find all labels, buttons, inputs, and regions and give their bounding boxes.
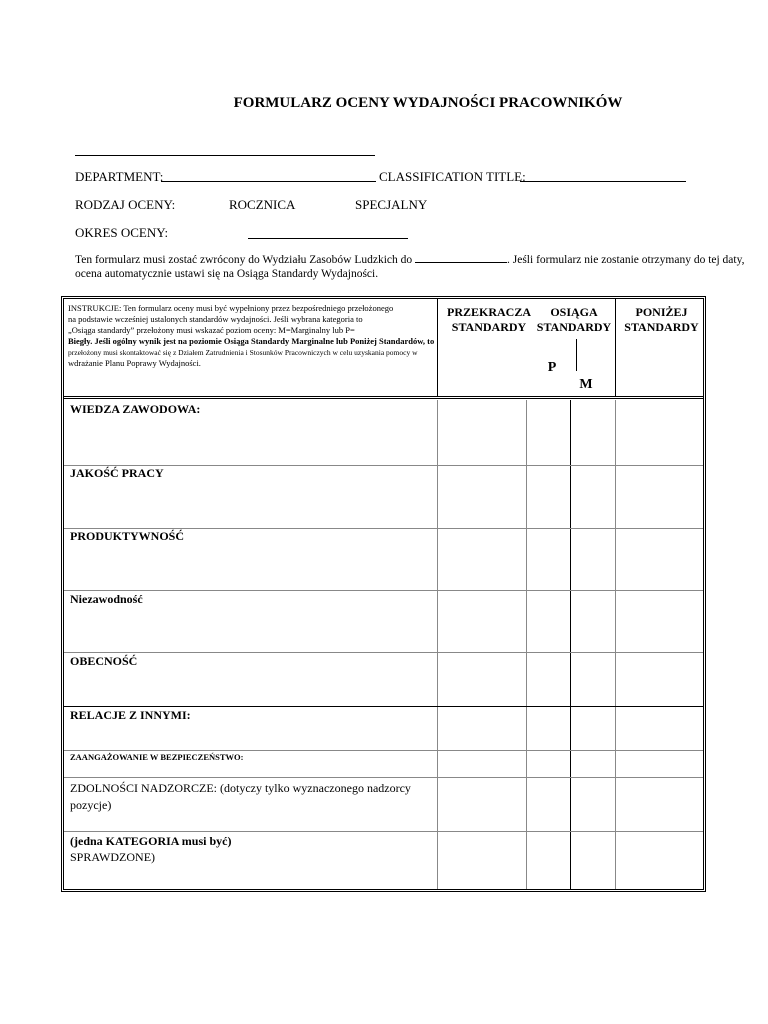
category-safety: ZAANGAŻOWANIE W BEZPIECZEŃSTWO: [70, 752, 244, 762]
form-title: FORMULARZ OCENY WYDAJNOŚCI PRACOWNIKÓW [233, 95, 623, 111]
instructions-line: „Osiąga standardy” przełożony musi wskazać poziom oceny: M=Marginalny lub P= [68, 325, 355, 335]
header-exceeds-line1: PRZEKRACZA [446, 305, 531, 319]
header-meets-line1: OSIĄGA [550, 305, 598, 319]
category-productivity: PRODUKTYWNOŚĆ [70, 529, 185, 543]
header-separator [64, 396, 703, 399]
instructions [68, 303, 440, 369]
header-below-line2: STANDARDY [624, 320, 699, 334]
category-reliability: Niezawodność [70, 592, 143, 606]
header-exceeds-line2: STANDARDY [451, 320, 527, 334]
department-field[interactable] [161, 181, 376, 182]
row-divider [64, 706, 703, 707]
rating-type-label: RODZAJ OCENY: [75, 197, 176, 212]
category-overall-line2: SPRAWDZONE) [70, 850, 156, 864]
header-p: P [547, 360, 557, 375]
instructions-line: przełożony musi skontaktować się z Działem Zatrudnienia i Stosunków Pracowniczych w celu uzyskania pomocy w [68, 348, 418, 357]
return-note-text-2: . Jeśli formularz nie zostanie otrzymany do tej daty, [507, 254, 745, 266]
row-divider [64, 777, 703, 778]
rating-option-special[interactable]: SPECJALNY [355, 197, 428, 212]
evaluation-table [61, 296, 706, 892]
category-job-knowledge: WIEDZA ZAWODOWA: [70, 402, 201, 416]
return-note-text-1: Ten formularz musi zostać zwrócony do Wydziału Zasobów Ludzkich do [75, 254, 413, 266]
return-note [75, 252, 755, 281]
category-overall [70, 833, 231, 865]
header-below-line1: PONIŻEJ [635, 305, 688, 319]
instructions-line: Biegły. Jeśli ogólny wynik jest na poziomie Osiąga Standardy Marginalne lub Poniżej Standardów, to [68, 336, 435, 346]
row-divider [64, 590, 703, 591]
category-work-quality: JAKOŚĆ PRACY [70, 466, 164, 480]
period-label: OKRES OCENY: [75, 225, 169, 240]
header-exceeds [444, 305, 534, 335]
column-divider [437, 400, 438, 889]
instructions-line: INSTRUKCJE: Ten formularz oceny musi być wypełniony przez bezpośredniego przełożonego [68, 303, 394, 313]
row-divider [64, 652, 703, 653]
classification-label: CLASSIFICATION TITLE: [379, 169, 526, 184]
rating-option-anniversary[interactable]: ROCZNICA [229, 197, 296, 212]
category-supervisory-line1: ZDOLNOŚCI NADZORCZE: (dotyczy tylko wyznaczonego nadzorcy [70, 781, 411, 795]
row-divider [64, 831, 703, 832]
row-divider [64, 750, 703, 751]
instructions-line: na podstawie wcześniej ustalonych standardów wydajności. Jeśli wybrana kategoria to [68, 314, 363, 324]
instructions-line: wdrażanie Planu Poprawy Wydajności. [68, 358, 201, 368]
category-attendance: OBECNOŚĆ [70, 654, 138, 668]
column-divider [570, 400, 571, 889]
header-meets-line2: STANDARDY [536, 320, 612, 334]
classification-field[interactable] [520, 181, 686, 182]
return-date-field[interactable] [415, 252, 507, 263]
category-supervisory [70, 780, 411, 814]
column-divider [615, 400, 616, 889]
header-below [619, 305, 704, 335]
department-label: DEPARTMENT: [75, 169, 164, 184]
category-relations: RELACJE Z INNYMI: [70, 708, 191, 722]
return-note-text-3: ocena automatycznie ustawi się na Osiąga Standardy Wydajności. [75, 268, 379, 280]
name-line[interactable] [75, 155, 375, 156]
header-meets [529, 305, 619, 335]
header-m: M [579, 377, 593, 392]
category-overall-line1: (jedna KATEGORIA musi być) [70, 834, 232, 848]
category-supervisory-line2: pozycje) [70, 798, 112, 812]
header-pm-divider [576, 339, 577, 371]
column-divider [526, 400, 527, 889]
period-field[interactable] [248, 238, 408, 239]
